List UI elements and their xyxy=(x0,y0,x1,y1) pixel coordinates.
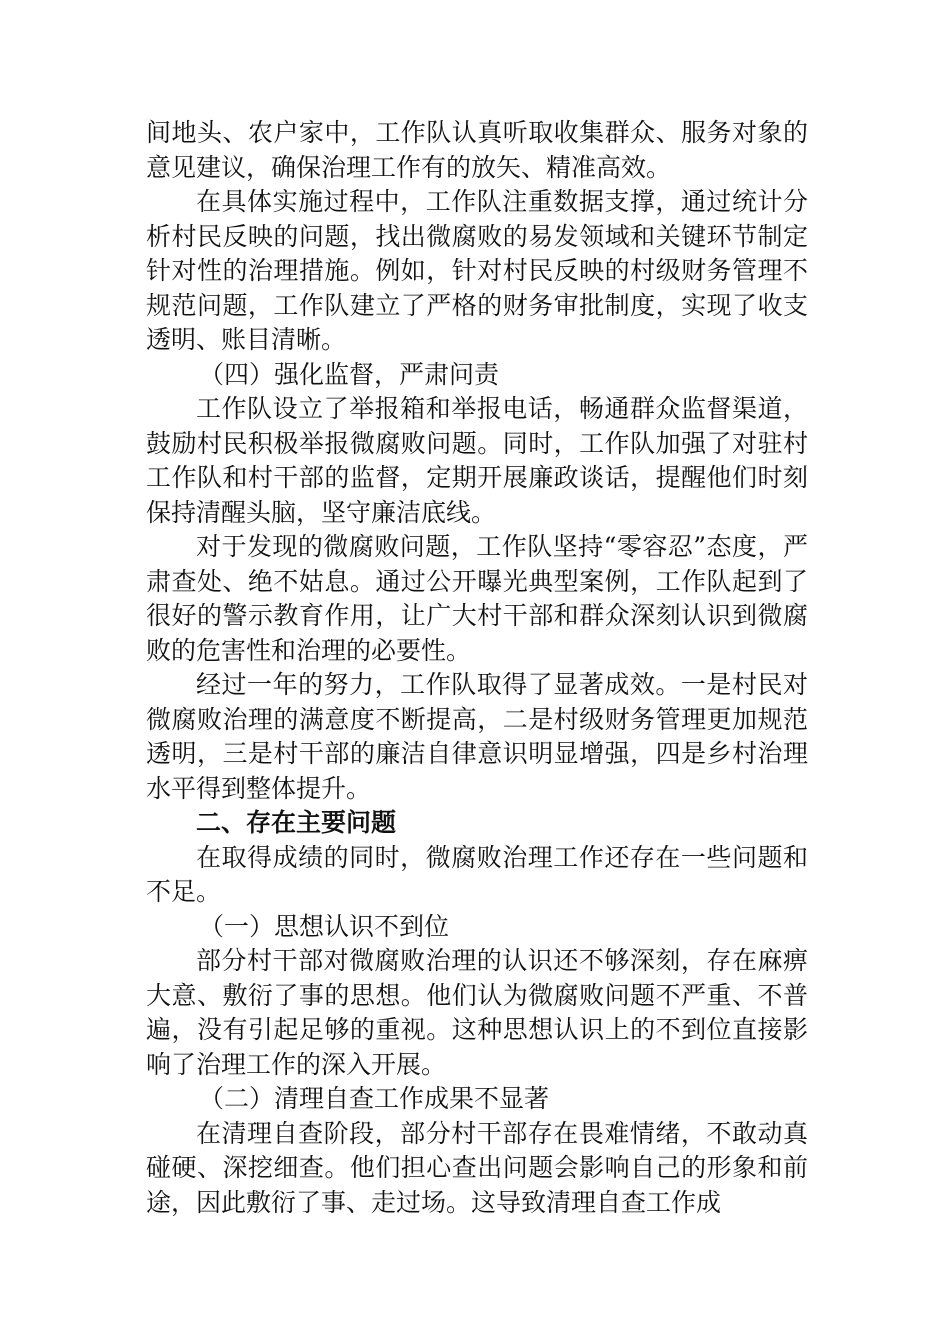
subsection-heading: （一）思想认识不到位 xyxy=(199,911,450,941)
paragraph: 间地头、农户家中，工作队认真听取收集群众、服务对象的意见建议，确保治理工作有的放矢、精准高效。 xyxy=(146,118,808,182)
paragraph: 在取得成绩的同时，微腐败治理工作还存在一些问题和不足。 xyxy=(146,842,808,906)
subsection-heading: （四）强化监督，严肃问责 xyxy=(199,359,500,389)
section-heading: 二、存在主要问题 xyxy=(196,808,397,837)
paragraph: 部分村干部对微腐败治理的认识还不够深刻，存在麻痹大意、敷衍了事的思想。他们认为微腐败问题不严重、不普遍，没有引起足够的重视。这种思想认识上的不到位直接影响了治理工作的深入开展。 xyxy=(146,946,808,1079)
paragraph: 工作队设立了举报箱和举报电话，畅通群众监督渠道，鼓励村民积极举报微腐败问题。同时，工作队加强了对驻村工作队和村干部的监督，定期开展廉政谈话，提醒他们时刻保持清醒头脑，坚守廉洁底线。 xyxy=(146,394,808,527)
paragraph: 在具体实施过程中，工作队注重数据支撑，通过统计分析村民反映的问题，找出微腐败的易发领域和关键环节制定针对性的治理措施。例如，针对村民反映的村级财务管理不规范问题，工作队建立了严格的财务审批制度，实现了收支透明、账目清晰。 xyxy=(146,187,808,354)
paragraph: 经过一年的努力，工作队取得了显著成效。一是村民对微腐败治理的满意度不断提高，二是村级财务管理更加规范透明，三是村干部的廉洁自律意识明显增强，四是乡村治理水平得到整体提升。 xyxy=(146,670,808,803)
subsection-heading: （二）清理自查工作成果不显著 xyxy=(199,1084,550,1113)
paragraph: 在清理自查阶段，部分村干部存在畏难情绪，不敢动真碰硬、深挖细查。他们担心查出问题会影响自己的形象和前途，因此敷衍了事、走过场。这导致清理自查工作成 xyxy=(146,1118,808,1217)
paragraph: 对于发现的微腐败问题，工作队坚持“零容忍”态度，严肃查处、绝不姑息。通过公开曝光典型案例，工作队起到了很好的警示教育作用，让广大村干部和群众深刻认识到微腐败的危害性和治理的必要性。 xyxy=(146,532,808,665)
document-body xyxy=(146,116,808,1220)
